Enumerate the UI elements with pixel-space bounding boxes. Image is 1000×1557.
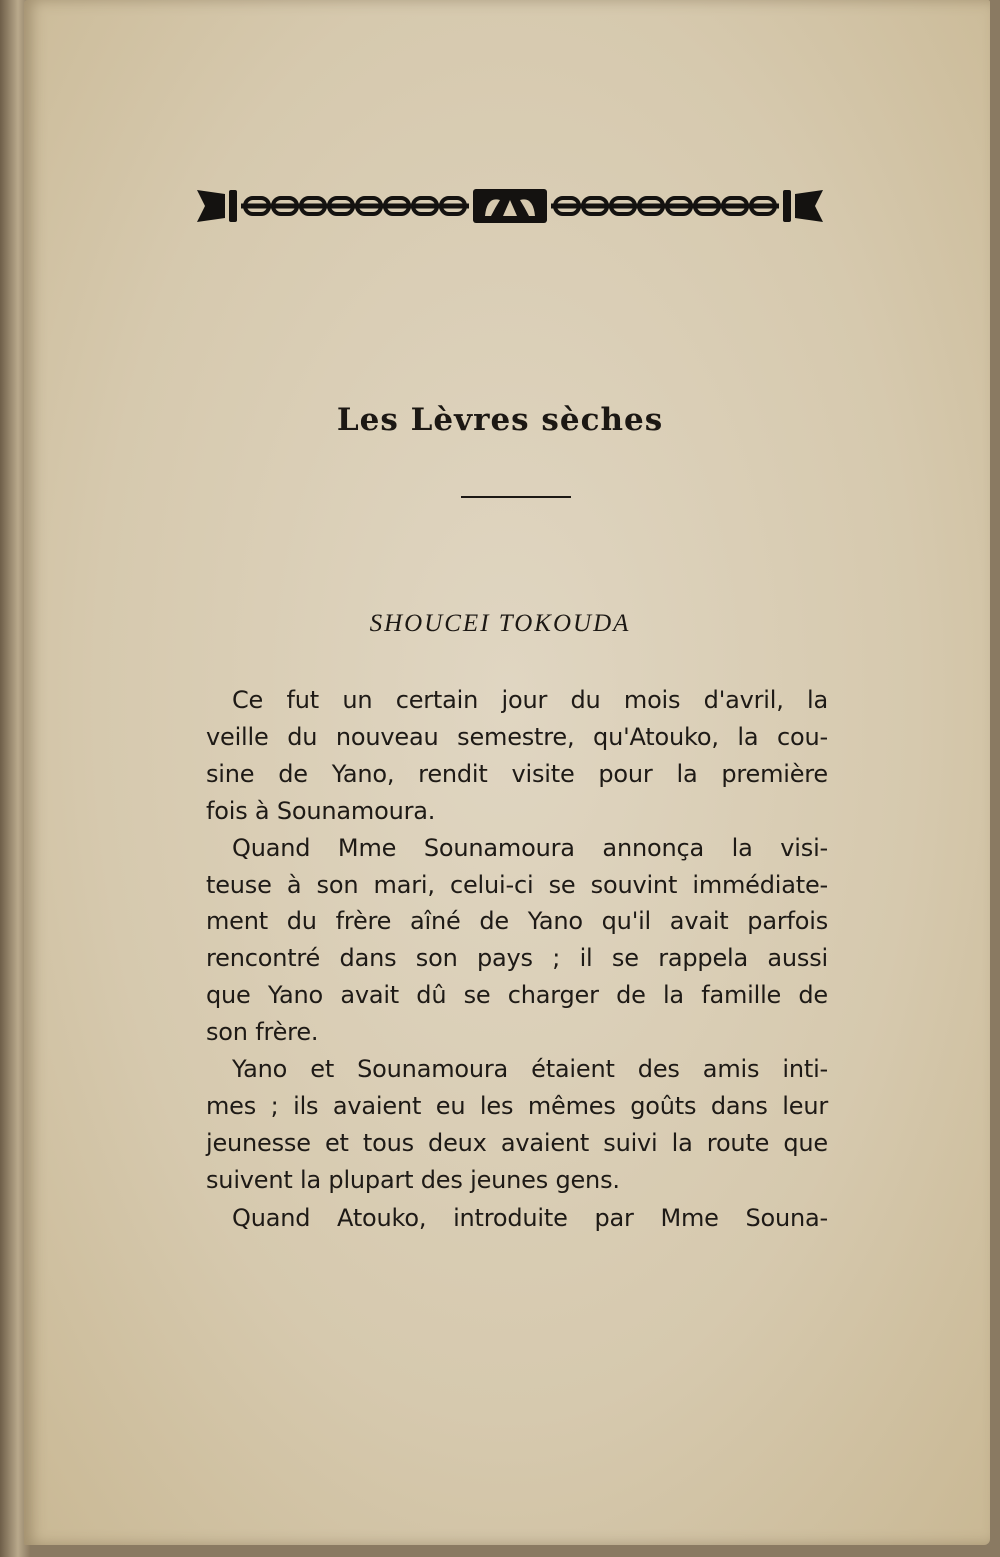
text-line: mes ; ils avaient eu les mêmes goûts dans leur xyxy=(206,1092,828,1120)
author-name: SHOUCEI TOKOUDA xyxy=(369,610,631,637)
text-line: sine de Yano, rendit visite pour la première xyxy=(206,760,828,788)
text-line: que Yano avait dû se charger de la famille de xyxy=(206,981,828,1009)
chapter-title: Les Lèvres sèches xyxy=(336,402,664,438)
text-line: Quand Atouko, introduite par Mme Souna- xyxy=(232,1204,828,1232)
text-line: son frère. xyxy=(206,1018,319,1046)
text-line: Quand Mme Sounamoura annonça la visi- xyxy=(232,834,828,862)
title-divider xyxy=(461,496,571,498)
text-line: veille du nouveau semestre, qu'Atouko, la cou- xyxy=(206,723,828,751)
text-line: Ce fut un certain jour du mois d'avril, la xyxy=(232,686,828,714)
text-line: suivent la plupart des jeunes gens. xyxy=(206,1166,620,1194)
text-line: jeunesse et tous deux avaient suivi la route que xyxy=(206,1129,828,1157)
text-line: ment du frère aîné de Yano qu'il avait parfois xyxy=(206,907,828,935)
text-line: rencontré dans son pays ; il se rappela aussi xyxy=(206,944,828,972)
text-line: Yano et Sounamoura étaient des amis inti- xyxy=(232,1055,828,1083)
decorative-ornament-border xyxy=(195,186,825,226)
text-line: teuse à son mari, celui-ci se souvint immédiate- xyxy=(206,871,828,899)
text-line: fois à Sounamoura. xyxy=(206,797,436,825)
